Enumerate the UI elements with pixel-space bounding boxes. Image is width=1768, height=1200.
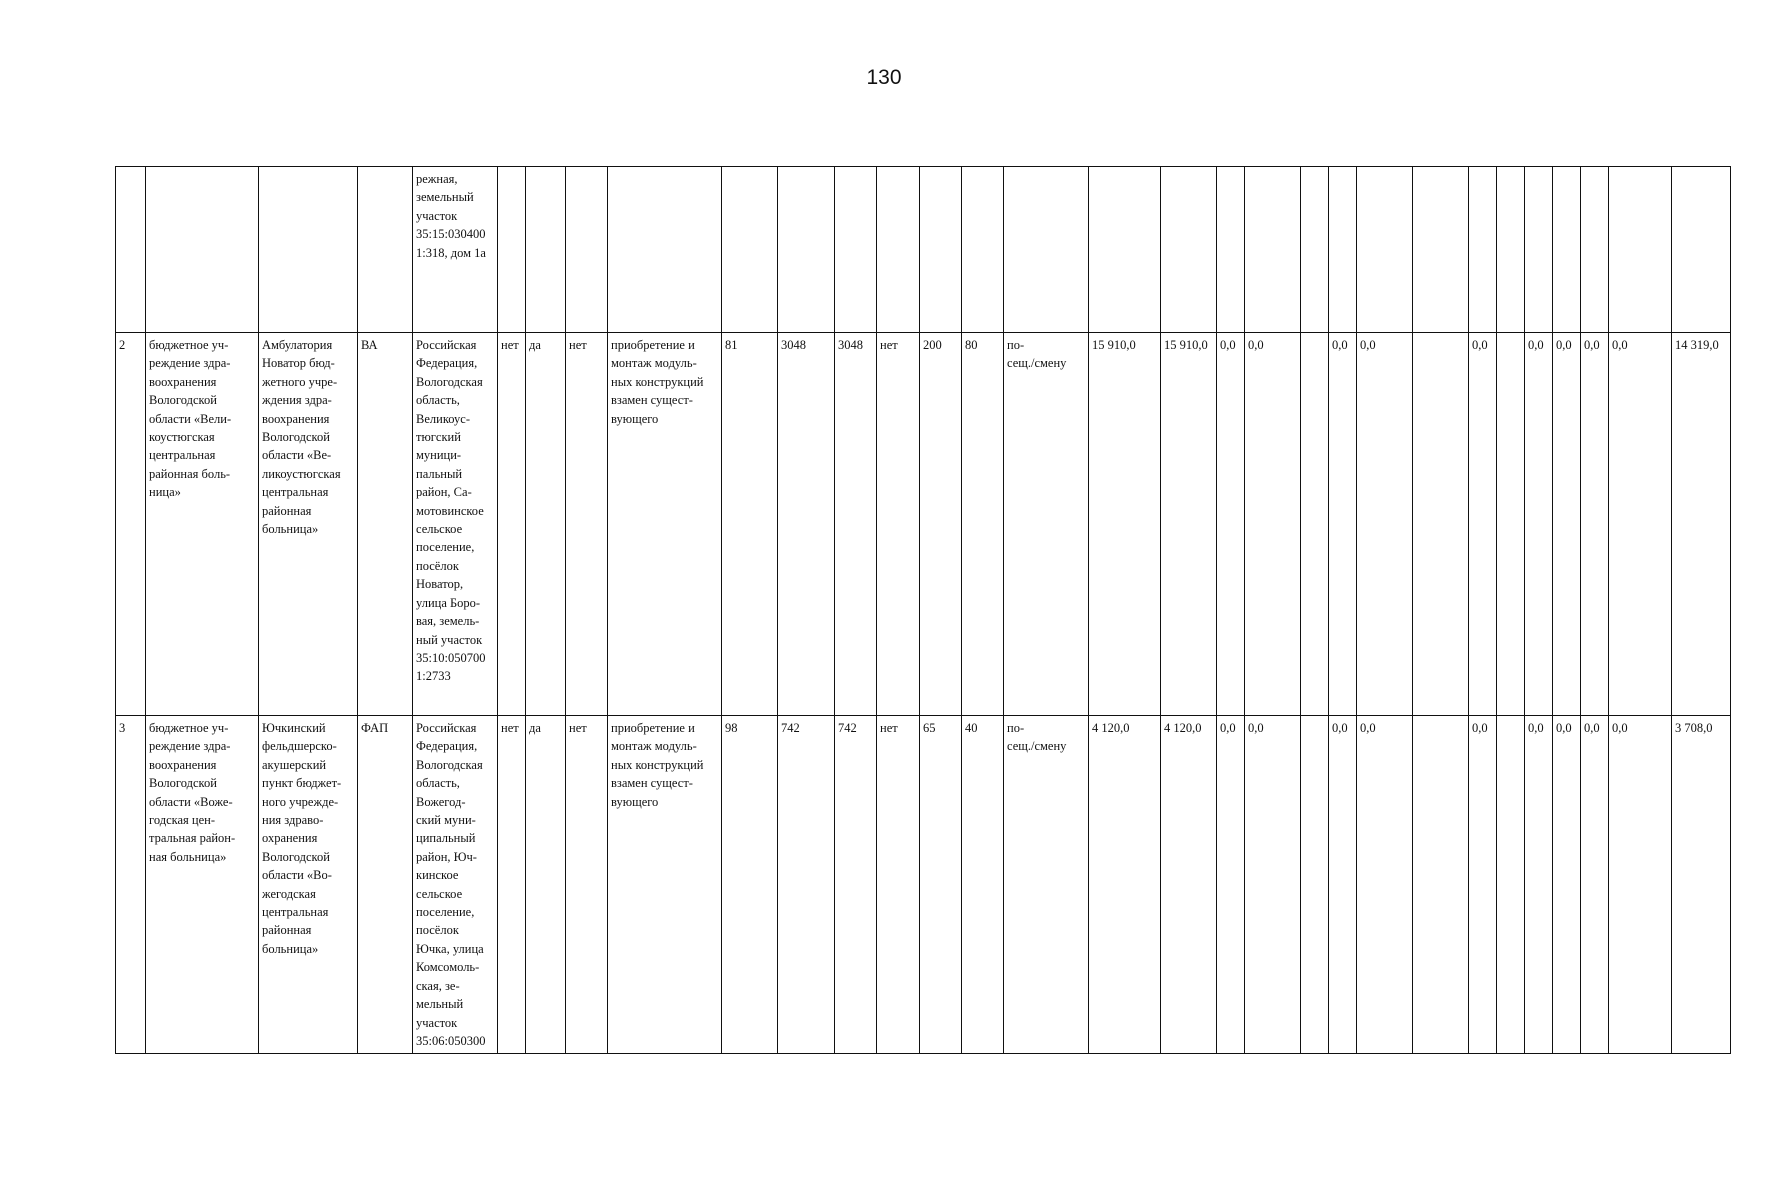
table-cell: нет: [566, 333, 608, 716]
table-cell: [722, 167, 778, 333]
table-cell: Ючкинский фельдшерско- акушерский пункт бюджет- ного учрежде- ния здраво- охранения Вологодской области «Во- жегодская центральная районная больница»: [259, 716, 358, 1054]
table-cell: нет: [877, 716, 920, 1054]
table-cell: 15 910,0: [1089, 333, 1161, 716]
table-cell: нет: [498, 716, 526, 1054]
table-cell: [962, 167, 1004, 333]
table-cell: 0,0: [1217, 333, 1245, 716]
table-cell: [1672, 167, 1731, 333]
table-cell: [778, 167, 835, 333]
table-cell: 0,0: [1609, 333, 1672, 716]
table-cell: 40: [962, 716, 1004, 1054]
table-cell: 0,0: [1329, 716, 1357, 1054]
table-cell: 0,0: [1469, 716, 1497, 1054]
table-cell: [877, 167, 920, 333]
table-cell: приобретение и монтаж модуль- ных конструкций взамен сущест- вующего: [608, 716, 722, 1054]
table-cell: Амбулатория Новатор бюд- жетного учре- ждения здра- воохранения Вологодской области «Ве- ликоустюгская центральная районная больница»: [259, 333, 358, 716]
table-cell: 0,0: [1245, 716, 1301, 1054]
table-cell: 15 910,0: [1161, 333, 1217, 716]
table-cell: [1413, 167, 1469, 333]
page-number: 130: [866, 66, 902, 89]
table-cell: [259, 167, 358, 333]
table-cell: 0,0: [1329, 333, 1357, 716]
table-cell: 2: [116, 333, 146, 716]
table-cell: 0,0: [1245, 333, 1301, 716]
table-cell: [1497, 167, 1525, 333]
table-cell: [1413, 333, 1469, 716]
table-cell: 3: [116, 716, 146, 1054]
table-cell: 3048: [778, 333, 835, 716]
table-cell: бюджетное уч- реждение здра- воохранения Вологодской области «Вели- коустюгская центральная районная боль- ница»: [146, 333, 259, 716]
table-cell: 3048: [835, 333, 877, 716]
table-cell: [358, 167, 413, 333]
table-cell: [498, 167, 526, 333]
table-cell: [1525, 167, 1553, 333]
table-cell: 65: [920, 716, 962, 1054]
table-cell: приобретение и монтаж модуль- ных конструкций взамен сущест- вующего: [608, 333, 722, 716]
table-cell: 4 120,0: [1089, 716, 1161, 1054]
table-cell: [526, 167, 566, 333]
table-cell: [920, 167, 962, 333]
table-row: [116, 333, 1731, 716]
table-cell: [1245, 167, 1301, 333]
table-cell: [1469, 167, 1497, 333]
table-row: [116, 716, 1731, 1054]
table-cell: Российская Федерация, Вологодская область, Вожегод- ский муни- ципальный район, Юч- кинское сельское поселение, посёлок Ючка, улица Комсомоль- ская, зе- мельный участок 35:06:050300: [413, 716, 498, 1054]
table-cell: [1413, 716, 1469, 1054]
data-table: [115, 166, 1731, 1054]
table-cell: 80: [962, 333, 1004, 716]
table-cell: 0,0: [1581, 716, 1609, 1054]
table-cell: нет: [877, 333, 920, 716]
table-cell: 742: [835, 716, 877, 1054]
table-cell: 98: [722, 716, 778, 1054]
table-cell: ВА: [358, 333, 413, 716]
table-cell: [1089, 167, 1161, 333]
table-cell: [1161, 167, 1217, 333]
table-cell: [1329, 167, 1357, 333]
table-cell: [1217, 167, 1245, 333]
table-cell: нет: [566, 716, 608, 1054]
table-cell: [1497, 716, 1525, 1054]
table-cell: бюджетное уч- реждение здра- воохранения Вологодской области «Воже- годская цен- тральная район- ная больница»: [146, 716, 259, 1054]
table-cell: [1301, 716, 1329, 1054]
table-cell: да: [526, 716, 566, 1054]
table-cell: 0,0: [1469, 333, 1497, 716]
table-cell: 0,0: [1357, 716, 1413, 1054]
table-cell: [1301, 167, 1329, 333]
table-cell: по- сещ./смену: [1004, 716, 1089, 1054]
table-cell: нет: [498, 333, 526, 716]
table-cell: [1301, 333, 1329, 716]
table-cell: [1357, 167, 1413, 333]
table-cell: 4 120,0: [1161, 716, 1217, 1054]
table-cell: да: [526, 333, 566, 716]
table-cell: [835, 167, 877, 333]
table-cell: [1609, 167, 1672, 333]
table-cell: [566, 167, 608, 333]
table-cell: [1497, 333, 1525, 716]
table-cell: режная, земельный участок 35:15:030400 1:318, дом 1а: [413, 167, 498, 333]
table-cell: [1581, 167, 1609, 333]
table-cell: по- сещ./смену: [1004, 333, 1089, 716]
table-cell: [1004, 167, 1089, 333]
table-cell: [608, 167, 722, 333]
table-cell: 3 708,0: [1672, 716, 1731, 1054]
table-cell: 742: [778, 716, 835, 1054]
table-cell: [1553, 167, 1581, 333]
table-cell: 0,0: [1553, 716, 1581, 1054]
table-cell: ФАП: [358, 716, 413, 1054]
table-row: [116, 167, 1731, 333]
table-cell: 81: [722, 333, 778, 716]
table-cell: Российская Федерация, Вологодская область, Великоус- тюгский муници- пальный район, Са- мотовинское сельское поселение, посёлок Новатор, улица Боро- вая, земель- ный участок 35:10:050700 1:2733: [413, 333, 498, 716]
table-cell: 0,0: [1609, 716, 1672, 1054]
table-cell: 14 319,0: [1672, 333, 1731, 716]
table-cell: 200: [920, 333, 962, 716]
table-cell: 0,0: [1357, 333, 1413, 716]
table-cell: 0,0: [1581, 333, 1609, 716]
table-cell: 0,0: [1525, 333, 1553, 716]
table-cell: 0,0: [1553, 333, 1581, 716]
table-cell: 0,0: [1217, 716, 1245, 1054]
table-cell: [116, 167, 146, 333]
table-cell: [146, 167, 259, 333]
table-cell: 0,0: [1525, 716, 1553, 1054]
